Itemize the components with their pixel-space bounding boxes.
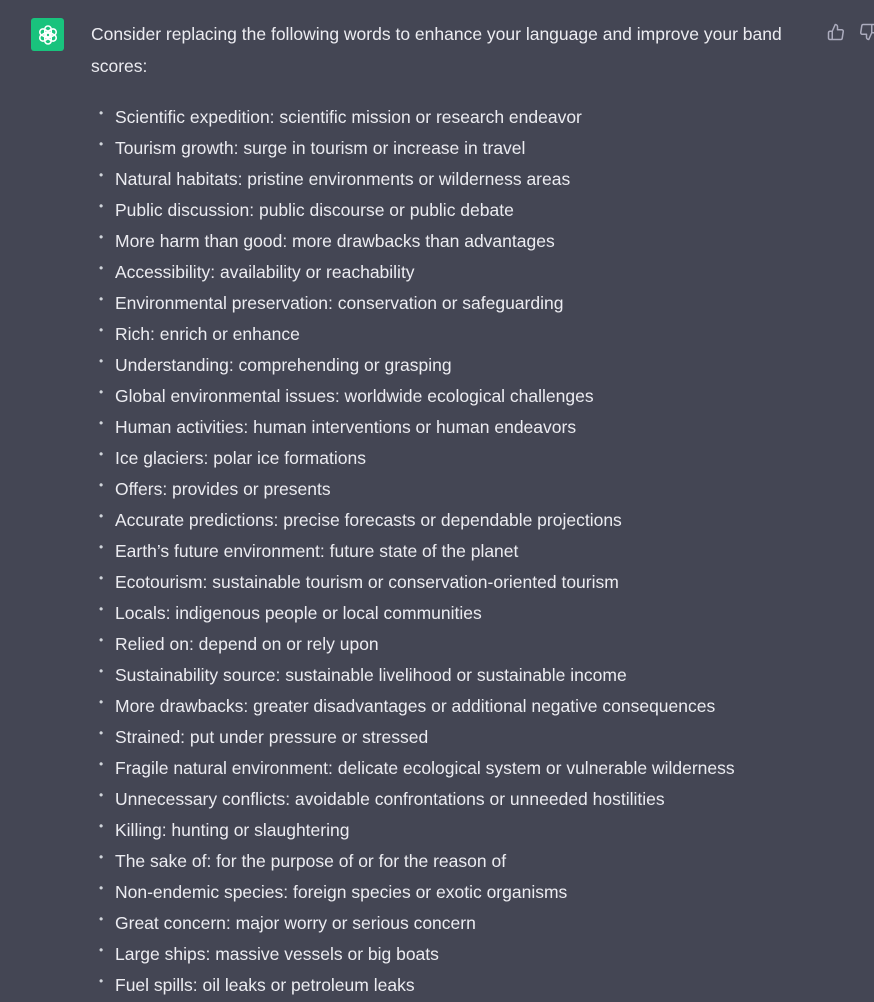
- bullet-marker: •: [99, 912, 104, 926]
- bullet-marker: •: [99, 323, 104, 337]
- list-item: [91, 257, 816, 288]
- bullet-marker: •: [99, 385, 104, 399]
- bullet-marker: •: [99, 354, 104, 368]
- bullet-marker: •: [99, 447, 104, 461]
- list-item-text: Global environmental issues: worldwide ecological challenges: [115, 386, 594, 406]
- list-item: [91, 939, 816, 970]
- list-item-text: Accurate predictions: precise forecasts or dependable projections: [115, 510, 622, 530]
- list-item-text: Locals: indigenous people or local communities: [115, 603, 482, 623]
- message-content: [91, 18, 816, 1001]
- list-item: [91, 567, 816, 598]
- list-item: [91, 412, 816, 443]
- bullet-marker: •: [99, 292, 104, 306]
- list-item-text: Ecotourism: sustainable tourism or conservation-oriented tourism: [115, 572, 619, 592]
- list-item-text: Accessibility: availability or reachability: [115, 262, 415, 282]
- list-item: [91, 443, 816, 474]
- assistant-avatar: [31, 18, 64, 51]
- list-item-text: Tourism growth: surge in tourism or increase in travel: [115, 138, 526, 158]
- list-item-text: Understanding: comprehending or grasping: [115, 355, 452, 375]
- list-item-text: Rich: enrich or enhance: [115, 324, 300, 344]
- bullet-marker: •: [99, 788, 104, 802]
- list-item: [91, 970, 816, 1001]
- list-item: [91, 908, 816, 939]
- list-item: [91, 350, 816, 381]
- bullet-marker: •: [99, 664, 104, 678]
- list-item-text: Relied on: depend on or rely upon: [115, 634, 379, 654]
- bullet-marker: •: [99, 230, 104, 244]
- bullet-marker: •: [99, 509, 104, 523]
- bullet-marker: •: [99, 416, 104, 430]
- bullet-marker: •: [99, 106, 104, 120]
- list-item: [91, 319, 816, 350]
- list-item: [91, 815, 816, 846]
- list-item: [91, 226, 816, 257]
- message-intro: Consider replacing the following words to enhance your language and improve your band scores:: [91, 24, 782, 76]
- bullet-marker: •: [99, 819, 104, 833]
- thumbs-down-button[interactable]: [858, 22, 874, 42]
- list-item-text: Large ships: massive vessels or big boats: [115, 944, 439, 964]
- bullet-marker: •: [99, 757, 104, 771]
- list-item-text: Earth’s future environment: future state of the planet: [115, 541, 519, 561]
- list-item-text: Great concern: major worry or serious concern: [115, 913, 476, 933]
- list-item: [91, 691, 816, 722]
- bullet-marker: •: [99, 540, 104, 554]
- list-item: [91, 195, 816, 226]
- bullet-marker: •: [99, 478, 104, 492]
- list-item-text: Public discussion: public discourse or public debate: [115, 200, 514, 220]
- bullet-marker: •: [99, 168, 104, 182]
- list-item-text: Unnecessary conflicts: avoidable confrontations or unneeded hostilities: [115, 789, 665, 809]
- list-item-text: Non-endemic species: foreign species or exotic organisms: [115, 882, 568, 902]
- openai-logo-icon: [36, 23, 60, 47]
- list-item-text: Scientific expedition: scientific mission or research endeavor: [115, 107, 582, 127]
- list-item-text: Sustainability source: sustainable livelihood or sustainable income: [115, 665, 627, 685]
- thumbs-down-icon: [859, 23, 874, 41]
- list-item: [91, 784, 816, 815]
- feedback-actions: [826, 22, 874, 42]
- list-item: [91, 660, 816, 691]
- bullet-marker: •: [99, 881, 104, 895]
- list-item: [91, 536, 816, 567]
- list-item-text: Killing: hunting or slaughtering: [115, 820, 350, 840]
- list-item: [91, 164, 816, 195]
- replacement-list: [91, 102, 816, 1001]
- bullet-marker: •: [99, 602, 104, 616]
- list-item: [91, 846, 816, 877]
- list-item-text: Strained: put under pressure or stressed: [115, 727, 429, 747]
- list-item: [91, 753, 816, 784]
- list-item: [91, 629, 816, 660]
- bullet-marker: •: [99, 137, 104, 151]
- list-item: [91, 381, 816, 412]
- list-item-text: Natural habitats: pristine environments or wilderness areas: [115, 169, 571, 189]
- bullet-marker: •: [99, 974, 104, 988]
- list-item: [91, 722, 816, 753]
- list-item-text: Human activities: human interventions or human endeavors: [115, 417, 577, 437]
- list-item: [91, 598, 816, 629]
- list-item-text: More drawbacks: greater disadvantages or additional negative consequences: [115, 696, 716, 716]
- list-item: [91, 133, 816, 164]
- list-item: [91, 288, 816, 319]
- list-item: [91, 474, 816, 505]
- list-item-text: Environmental preservation: conservation or safeguarding: [115, 293, 564, 313]
- list-item-text: Offers: provides or presents: [115, 479, 331, 499]
- bullet-marker: •: [99, 943, 104, 957]
- bullet-marker: •: [99, 695, 104, 709]
- list-item-text: Ice glaciers: polar ice formations: [115, 448, 366, 468]
- thumbs-up-button[interactable]: [826, 22, 846, 42]
- bullet-marker: •: [99, 571, 104, 585]
- bullet-marker: •: [99, 199, 104, 213]
- bullet-marker: •: [99, 726, 104, 740]
- bullet-marker: •: [99, 261, 104, 275]
- list-item-text: Fragile natural environment: delicate ecological system or vulnerable wilderness: [115, 758, 735, 778]
- list-item-text: More harm than good: more drawbacks than advantages: [115, 231, 555, 251]
- list-item: [91, 505, 816, 536]
- thumbs-up-icon: [827, 23, 845, 41]
- bullet-marker: •: [99, 633, 104, 647]
- bullet-marker: •: [99, 850, 104, 864]
- list-item: [91, 102, 816, 133]
- list-item-text: Fuel spills: oil leaks or petroleum leaks: [115, 975, 415, 995]
- list-item-text: The sake of: for the purpose of or for the reason of: [115, 851, 507, 871]
- list-item: [91, 877, 816, 908]
